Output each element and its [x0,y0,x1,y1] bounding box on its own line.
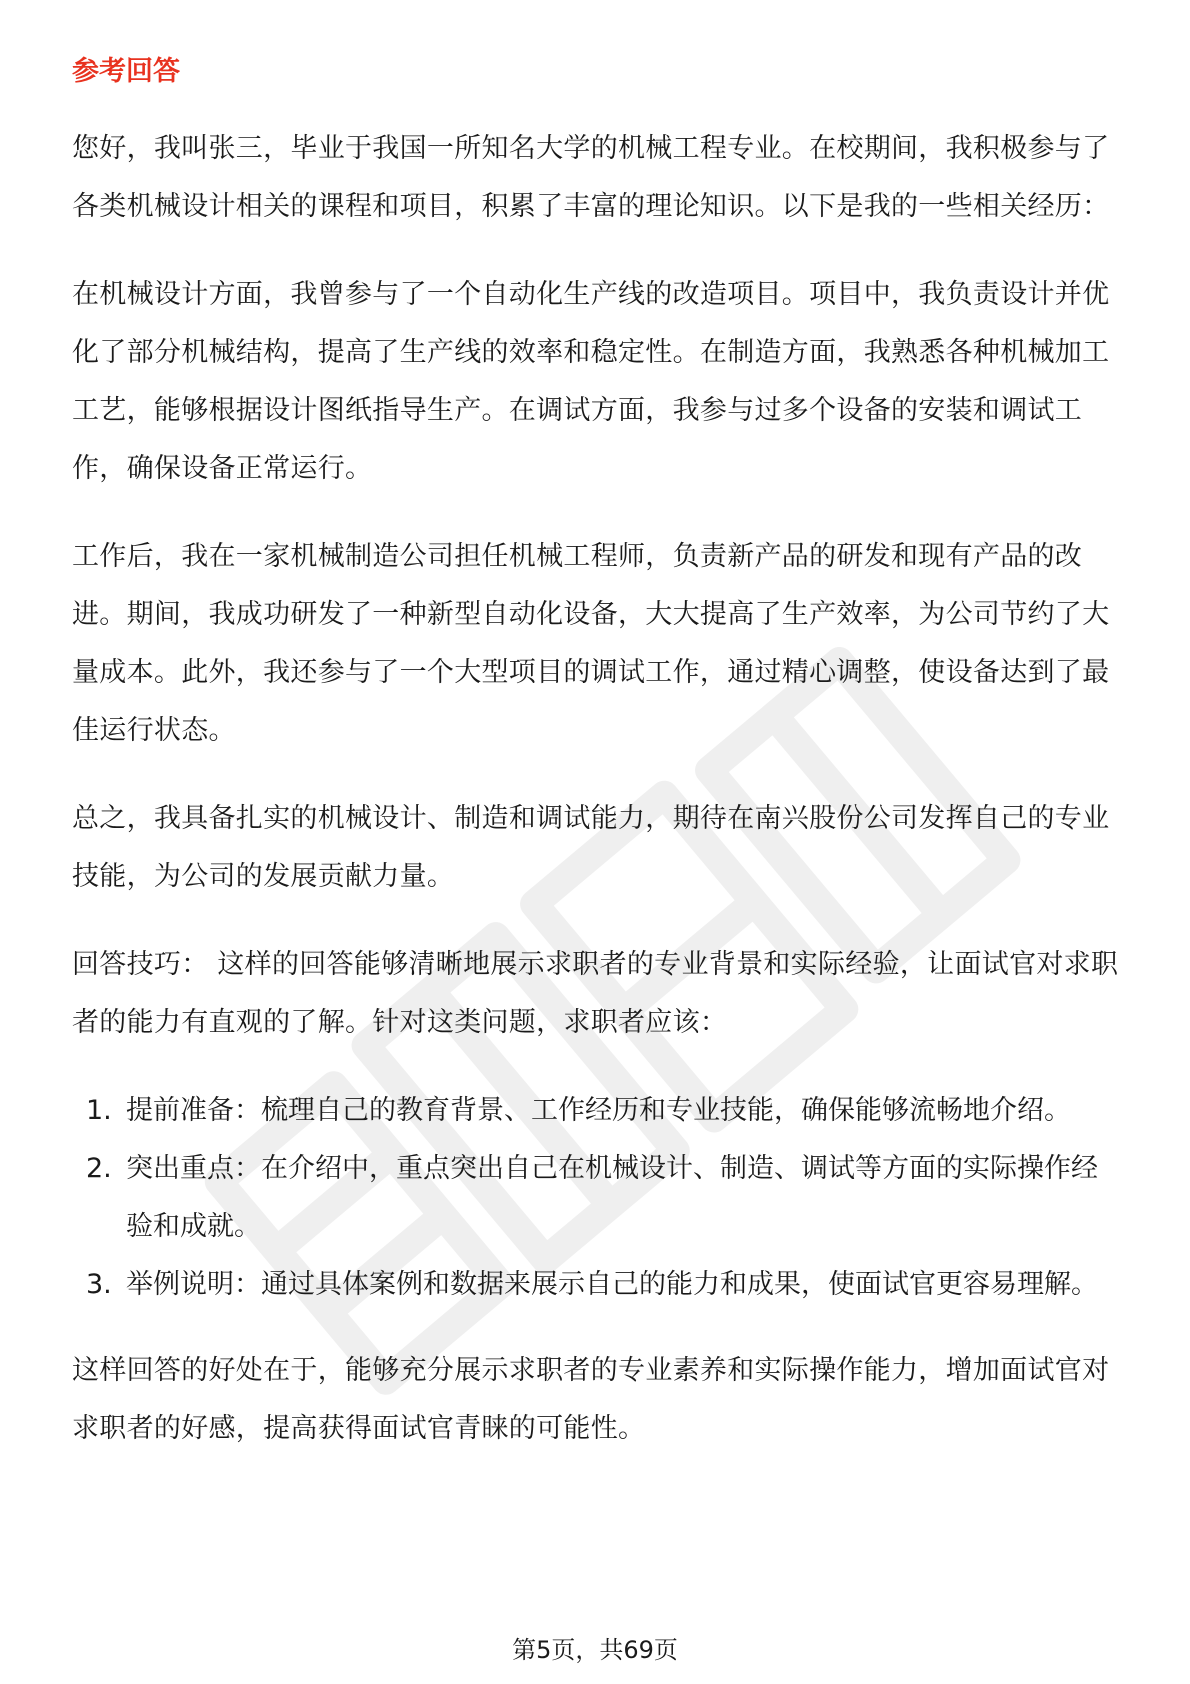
list-item [72,1140,1122,1256]
paragraph-work: 工作后，我在一家机械制造公司担任机械工程师，负责新产品的研发和现有产品的改进。期间，我成功研发了一种新型自动化设备，大大提高了生产效率，为公司节约了大量成本。此外，我还参与了一个大型项目的调试工作，通过精心调整，使设备达到了最佳运行状态。 [72,541,1110,746]
list-item-text: 突出重点：在介绍中，重点突出自己在机械设计、制造、调试等方面的实际操作经验和成就。 [126,1153,1098,1242]
list-item-text: 举例说明：通过具体案例和数据来展示自己的能力和成果，使面试官更容易理解。 [126,1269,1098,1300]
paragraph-design: 在机械设计方面，我曾参与了一个自动化生产线的改造项目。项目中，我负责设计并优化了部分机械结构，提高了生产线的效率和稳定性。在制造方面，我熟悉各种机械加工工艺，能够根据设计图纸指导生产。在调试方面，我参与过多个设备的安装和调试工作，确保设备正常运行。 [72,279,1110,484]
paragraph-intro: 您好，我叫张三，毕业于我国一所知名大学的机械工程专业。在校期间，我积极参与了各类机械设计相关的课程和项目，积累了丰富的理论知识。以下是我的一些相关经历： [72,133,1110,222]
paragraph-summary: 总之，我具备扎实的机械设计、制造和调试能力，期待在南兴股份公司发挥自己的专业技能，为公司的发展贡献力量。 [72,803,1110,892]
list-item-number: 2. [86,1153,112,1184]
page-footer: 第5页，共69页 [512,1636,678,1664]
document-body [72,48,1122,1488]
list-item-text: 提前准备：梳理自己的教育背景、工作经历和专业技能，确保能够流畅地介绍。 [126,1095,1071,1126]
list-item [72,1082,1122,1140]
tips-list [72,1082,1122,1314]
list-item [72,1256,1122,1314]
paragraph-tips-intro: 回答技巧： 这样的回答能够清晰地展示求职者的专业背景和实际经验，让面试官对求职者的能力有直观的了解。针对这类问题，求职者应该： [72,949,1119,1038]
list-item-number: 3. [86,1269,112,1300]
section-title: 参考回答 [72,56,180,87]
paragraph-closing: 这样回答的好处在于，能够充分展示求职者的专业素养和实际操作能力，增加面试官对求职者的好感，提高获得面试官青睐的可能性。 [72,1355,1110,1444]
list-item-number: 1. [86,1095,112,1126]
